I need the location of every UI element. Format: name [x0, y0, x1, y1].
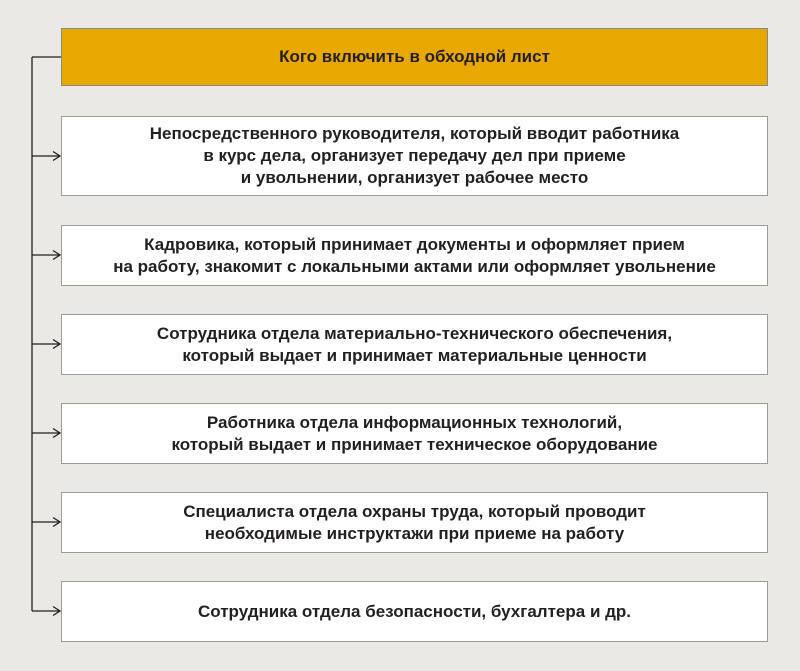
- role-text-it: Работника отдела информационных технологий, который выдает и принимает техническое оборудование: [171, 412, 658, 454]
- role-text-logistics: Сотрудника отдела материально-технического обеспечения, который выдает и принимает материальные ценности: [156, 323, 673, 365]
- header-title: Кого включить в обходной лист: [279, 47, 550, 66]
- role-box-safety: [61, 492, 768, 553]
- role-text-safety: Специалиста отдела охраны труда, который проводит необходимые инструктажи при приеме на работу: [183, 501, 646, 543]
- role-text-hr: Кадровика, который принимает документы и оформляет прием на работу, знакомит с локальными актами или оформляет увольнение: [113, 234, 716, 276]
- role-box-hr: [61, 225, 768, 286]
- role-box-supervisor: [61, 116, 768, 196]
- role-box-logistics: [61, 314, 768, 375]
- role-box-security: [61, 581, 768, 642]
- role-text-security: Сотрудника отдела безопасности, бухгалтера и др.: [197, 601, 632, 621]
- role-box-it: [61, 403, 768, 464]
- header-box: [61, 28, 768, 86]
- role-text-supervisor: Непосредственного руководителя, который вводит работника в курс дела, организует передачу дел при приеме и увольнении, организует рабочее место: [149, 124, 680, 187]
